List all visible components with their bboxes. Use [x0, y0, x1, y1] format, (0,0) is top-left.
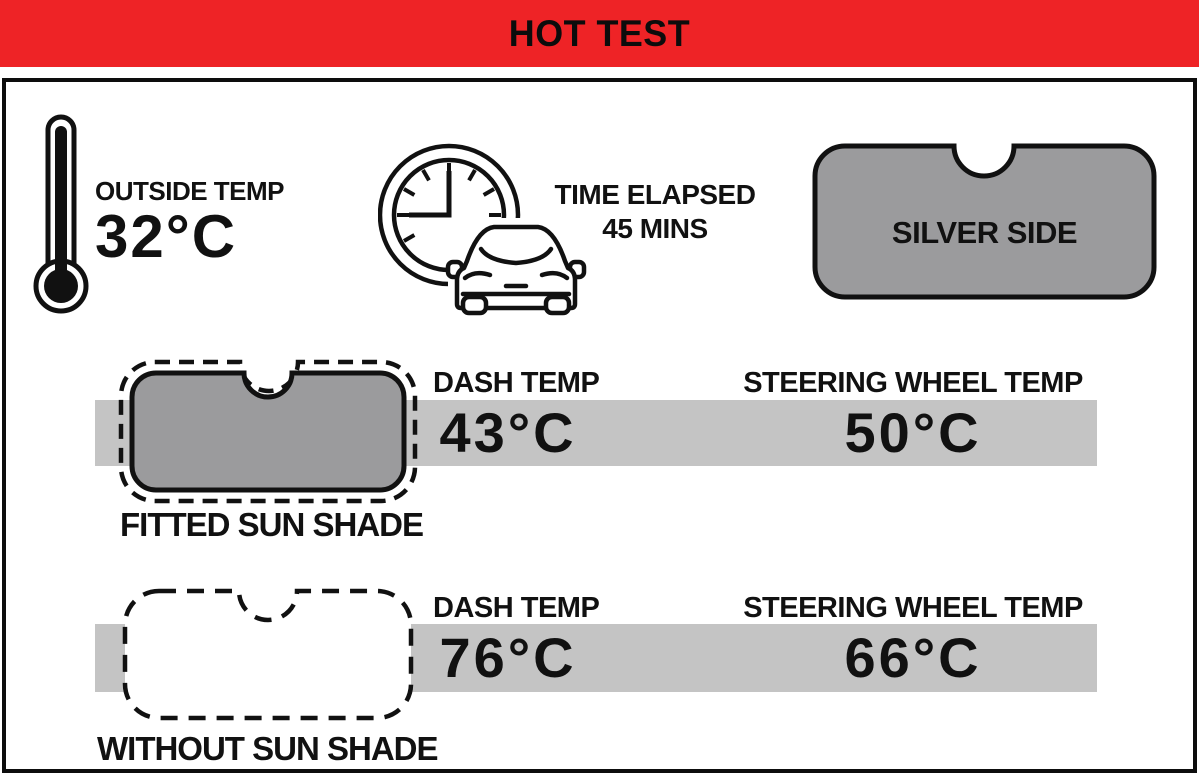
outside-temp-block — [95, 176, 284, 268]
fitted-sun-shade-icon — [118, 359, 418, 504]
row1-steering-temp-value: 50°C — [844, 401, 982, 464]
outside-temp-value: 32°C — [95, 203, 238, 270]
outside-temp-label: OUTSIDE TEMP — [95, 176, 285, 206]
row1-dash-temp-header: DASH TEMP — [433, 367, 600, 399]
header-banner — [0, 0, 1199, 67]
row2-dash-temp-value: 76°C — [439, 626, 577, 689]
row1-condition-label: FITTED SUN SHADE — [120, 506, 424, 543]
time-elapsed-label: TIME ELAPSED — [554, 179, 756, 210]
without-sun-shade-icon — [122, 588, 414, 721]
row2-dash-temp-header: DASH TEMP — [433, 592, 600, 624]
row1-steering-temp-header: STEERING WHEEL TEMP — [743, 367, 1083, 399]
silver-side-label: SILVER SIDE — [891, 215, 1078, 250]
row2-steering-temp-value: 66°C — [844, 626, 982, 689]
row2-steering-temp-header: STEERING WHEEL TEMP — [743, 592, 1083, 624]
content-panel — [2, 78, 1197, 773]
thermometer-icon — [33, 114, 89, 314]
row1-dash-temp-value: 43°C — [439, 401, 577, 464]
time-elapsed-block — [530, 178, 780, 246]
silver-side-shade — [812, 143, 1157, 300]
row2-condition-label: WITHOUT SUN SHADE — [97, 730, 438, 767]
time-elapsed-value: 45 MINS — [602, 213, 708, 244]
page-title: HOT TEST — [508, 12, 691, 54]
